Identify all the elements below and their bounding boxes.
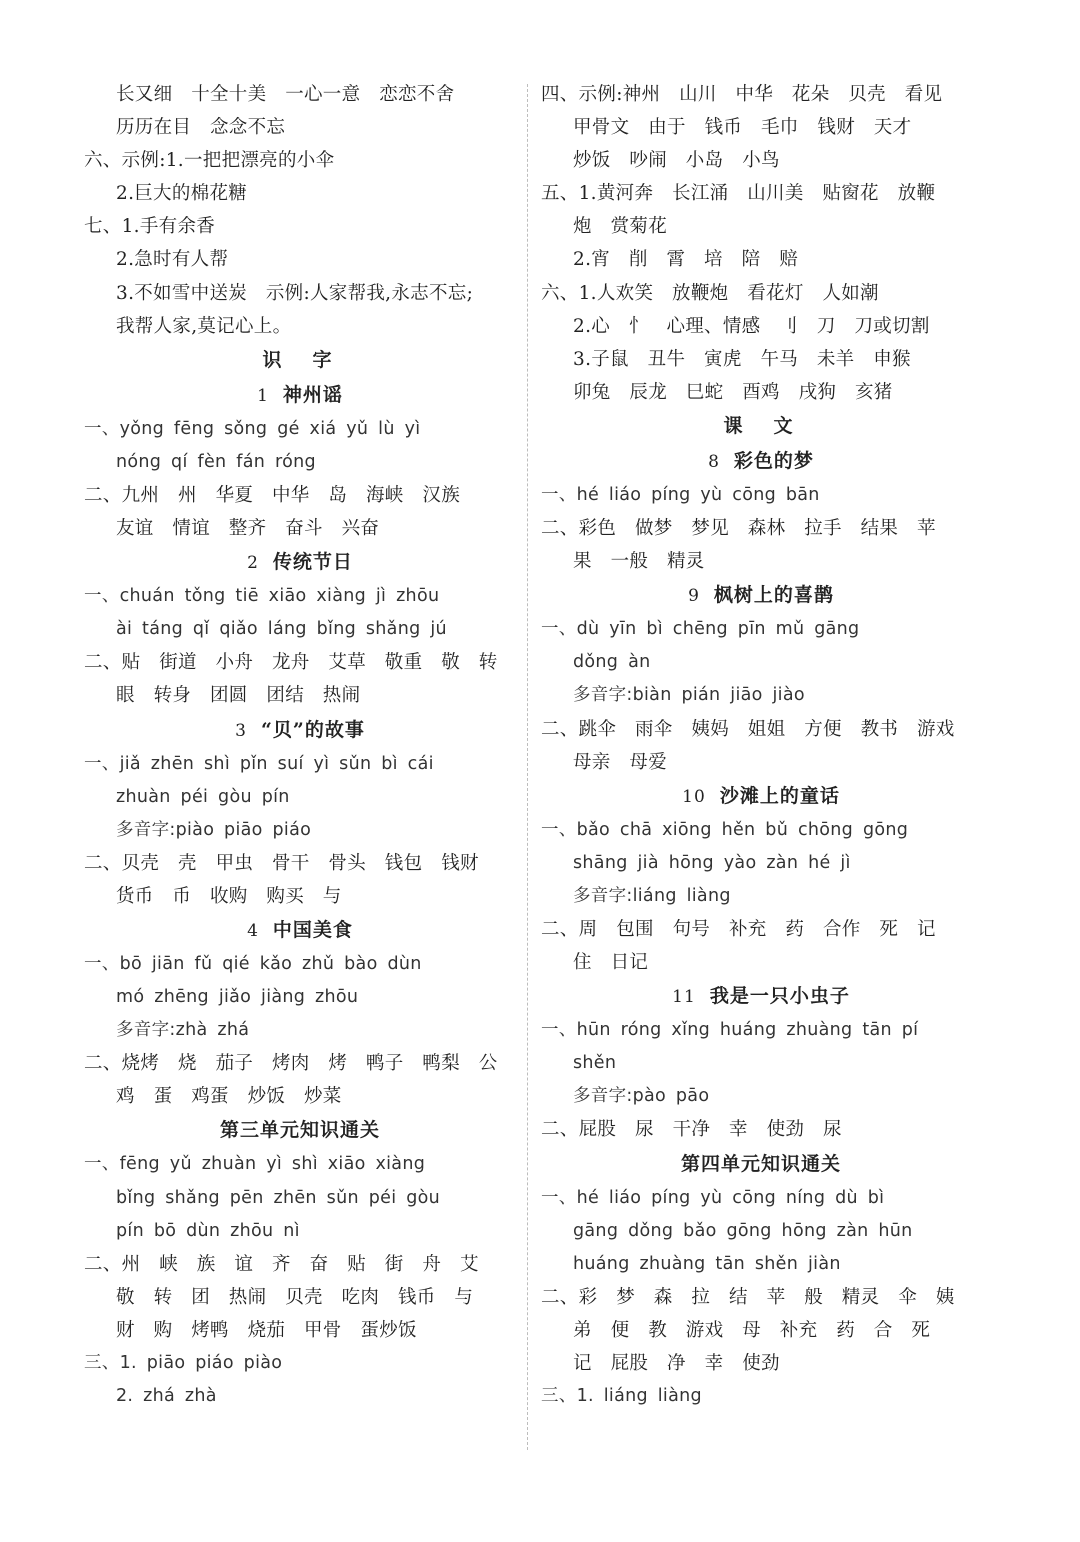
column-divider bbox=[527, 84, 528, 1450]
pinyin-answer-line: 多音字:biàn pián jiāo jiào bbox=[573, 685, 805, 706]
pinyin-answer-line: 三、1. piāo piáo piào bbox=[84, 1353, 283, 1373]
answer-line: 2.心 忄 心理、情感 刂 刀 刀或切割 bbox=[573, 315, 930, 337]
pinyin-answer-line: pín bō dùn zhōu nì bbox=[116, 1220, 300, 1241]
answer-line: 3.不如雪中送炭 示例:人家帮我,永志不忘; bbox=[116, 282, 474, 304]
section-title: “贝”的故事 bbox=[260, 718, 365, 741]
pinyin-answer-line: 多音字:pào pāo bbox=[573, 1086, 710, 1107]
answer-line: 长又细 十全十美 一心一意 恋恋不舍 bbox=[116, 84, 455, 105]
pinyin-answer-line: 一、hé liáo píng yù cōng bān bbox=[541, 484, 820, 505]
section-heading bbox=[541, 578, 981, 613]
answer-line: 二、屁股 尿 干净 幸 使劲 尿 bbox=[541, 1119, 842, 1141]
section-heading bbox=[84, 378, 516, 413]
section-title: 枫树上的喜鹊 bbox=[713, 584, 834, 607]
section-title: 课 文 bbox=[723, 414, 799, 437]
section-heading bbox=[84, 1113, 516, 1148]
pinyin-answer-line: 一、fēng yǔ zhuàn yì shì xiāo xiàng bbox=[84, 1154, 426, 1175]
section-heading bbox=[84, 343, 516, 378]
pinyin-answer-line: zhuàn péi gòu pín bbox=[116, 786, 290, 807]
pinyin-answer-line: 多音字:zhà zhá bbox=[116, 1020, 250, 1041]
answer-line: 二、九州 州 华夏 中华 岛 海峡 汉族 bbox=[84, 484, 461, 506]
section-heading bbox=[84, 913, 516, 948]
section-title: 神州谣 bbox=[282, 383, 343, 406]
answer-line: 卯兔 辰龙 巳蛇 酉鸡 戌狗 亥猪 bbox=[573, 381, 893, 403]
section-heading bbox=[84, 713, 516, 748]
pinyin-answer-line: shěn bbox=[573, 1053, 617, 1074]
answer-line: 炒饭 吵闹 小岛 小鸟 bbox=[573, 150, 780, 172]
pinyin-answer-line: ài táng qǐ qiǎo láng bǐng shǎng jú bbox=[116, 619, 447, 640]
answer-line: 鸡 蛋 鸡蛋 炒饭 炒菜 bbox=[116, 1086, 342, 1108]
pinyin-answer-line: 多音字:piào piāo piáo bbox=[116, 819, 312, 840]
answer-line: 友谊 情谊 整齐 奋斗 兴奋 bbox=[116, 518, 380, 540]
answer-line: 历历在目 念念不忘 bbox=[116, 117, 286, 139]
pinyin-answer-line: 一、bǎo chā xiōng hěn bǔ chōng gōng bbox=[541, 819, 909, 840]
left-column bbox=[84, 78, 516, 1413]
answer-line: 果 一般 精灵 bbox=[573, 551, 705, 573]
answer-line: 敬 转 团 热闹 贝壳 吃肉 钱币 与 bbox=[116, 1286, 474, 1308]
answer-line: 六、1.人欢笑 放鞭炮 看花灯 人如潮 bbox=[541, 282, 879, 304]
answer-line: 眼 转身 团圆 团结 热闹 bbox=[116, 685, 361, 707]
answer-line: 七、1.手有余香 bbox=[84, 216, 216, 238]
section-heading bbox=[84, 545, 516, 580]
answer-line: 2.急时有人帮 bbox=[116, 249, 229, 271]
lesson-number: 9 bbox=[688, 586, 700, 607]
answer-line: 二、周 包围 句号 补充 药 合作 死 记 bbox=[541, 918, 936, 940]
lesson-number: 10 bbox=[682, 786, 706, 807]
answer-line: 甲骨文 由于 钱币 毛巾 钱财 天才 bbox=[573, 117, 912, 139]
pinyin-answer-line: 三、1. liáng liàng bbox=[541, 1386, 702, 1407]
answer-line: 弟 便 教 游戏 母 补充 药 合 死 bbox=[573, 1319, 931, 1341]
pinyin-answer-line: mó zhēng jiǎo jiàng zhōu bbox=[116, 987, 359, 1008]
lesson-number: 11 bbox=[672, 987, 696, 1008]
lesson-number: 8 bbox=[708, 451, 720, 472]
pinyin-answer-line: 一、jiǎ zhēn shì pǐn suí yì sǔn bì cái bbox=[84, 753, 434, 774]
lesson-number: 4 bbox=[247, 920, 259, 941]
section-title: 我是一只小虫子 bbox=[709, 985, 850, 1008]
answer-line: 四、示例:神州 山川 中华 花朵 贝壳 看见 bbox=[541, 84, 943, 105]
section-title: 沙滩上的童话 bbox=[719, 784, 840, 807]
pinyin-answer-line: 2. zhá zhà bbox=[116, 1386, 217, 1407]
section-heading bbox=[541, 979, 981, 1014]
answer-line: 二、贝壳 壳 甲虫 骨干 骨头 钱包 钱财 bbox=[84, 852, 479, 874]
section-heading bbox=[541, 444, 981, 479]
answer-line: 住 日记 bbox=[573, 952, 649, 974]
answer-line: 二、州 峡 族 谊 齐 奋 贴 街 舟 艾 bbox=[84, 1253, 479, 1275]
answer-line: 记 屁股 净 幸 使劲 bbox=[573, 1353, 780, 1374]
answer-line: 3.子鼠 丑牛 寅虎 午马 未羊 申猴 bbox=[573, 348, 911, 370]
lesson-number: 2 bbox=[247, 553, 259, 574]
section-heading bbox=[541, 779, 981, 814]
pinyin-answer-line: 一、yǒng fēng sǒng gé xiá yǔ lù yì bbox=[84, 418, 421, 439]
section-heading bbox=[541, 1147, 981, 1182]
answer-line: 财 购 烤鸭 烧茄 甲骨 蛋炒饭 bbox=[116, 1319, 417, 1341]
section-title: 传统节日 bbox=[272, 551, 353, 574]
section-title: 中国美食 bbox=[272, 918, 353, 941]
right-column bbox=[541, 78, 981, 1413]
pinyin-answer-line: shāng jià hōng yào zàn hé jì bbox=[573, 852, 851, 873]
pinyin-answer-line: 一、hūn róng xǐng huáng zhuàng tān pí bbox=[541, 1020, 919, 1041]
answer-line: 我帮人家,莫记心上。 bbox=[116, 315, 292, 337]
answer-line: 母亲 母爱 bbox=[573, 751, 668, 773]
answer-line: 2.巨大的棉花糖 bbox=[116, 183, 248, 205]
pinyin-answer-line: bǐng shǎng pēn zhēn sǔn péi gòu bbox=[116, 1187, 441, 1208]
pinyin-answer-line: 一、dù yīn bì chēng pīn mǔ gāng bbox=[541, 619, 860, 640]
answer-line: 二、跳伞 雨伞 姨妈 姐姐 方便 教书 游戏 bbox=[541, 718, 955, 740]
section-title: 彩色的梦 bbox=[733, 449, 814, 472]
pinyin-answer-line: 一、hé liáo píng yù cōng níng dù bì bbox=[541, 1187, 885, 1208]
pinyin-answer-line: nóng qí fèn fán róng bbox=[116, 451, 316, 472]
lesson-number: 1 bbox=[257, 385, 269, 406]
pinyin-answer-line: 多音字:liáng liàng bbox=[573, 885, 731, 906]
answer-line: 六、示例:1.一把把漂亮的小伞 bbox=[84, 150, 335, 172]
answer-line: 二、彩 梦 森 拉 结 苹 般 精灵 伞 姨 bbox=[541, 1286, 955, 1308]
pinyin-answer-line: huáng zhuàng tān shěn jiàn bbox=[573, 1253, 841, 1274]
section-title: 第三单元知识通关 bbox=[219, 1119, 380, 1142]
answer-line: 五、1.黄河奔 长江涌 山川美 贴窗花 放鞭 bbox=[541, 183, 936, 205]
answer-line: 货币 币 收购 购买 与 bbox=[116, 885, 342, 907]
answer-line: 二、彩色 做梦 梦见 森林 拉手 结果 苹 bbox=[541, 518, 936, 540]
pinyin-answer-line: gāng dǒng bǎo gōng hōng zàn hūn bbox=[573, 1220, 913, 1241]
section-heading bbox=[541, 409, 981, 444]
pinyin-answer-line: 一、bō jiān fǔ qié kǎo zhǔ bào dùn bbox=[84, 953, 422, 974]
lesson-number: 3 bbox=[235, 720, 247, 741]
answer-line: 2.宵 削 霄 培 陪 赔 bbox=[573, 249, 799, 271]
answer-line: 二、烧烤 烧 茄子 烤肉 烤 鸭子 鸭梨 公 bbox=[84, 1053, 498, 1075]
section-title: 第四单元知识通关 bbox=[680, 1152, 841, 1175]
answer-line: 二、贴 街道 小舟 龙舟 艾草 敬重 敬 转 bbox=[84, 652, 498, 674]
section-title: 识 字 bbox=[262, 348, 338, 371]
pinyin-answer-line: dǒng àn bbox=[573, 652, 651, 673]
answer-line: 炮 赏菊花 bbox=[573, 216, 668, 238]
pinyin-answer-line: 一、chuán tǒng tiē xiāo xiàng jì zhōu bbox=[84, 586, 440, 607]
